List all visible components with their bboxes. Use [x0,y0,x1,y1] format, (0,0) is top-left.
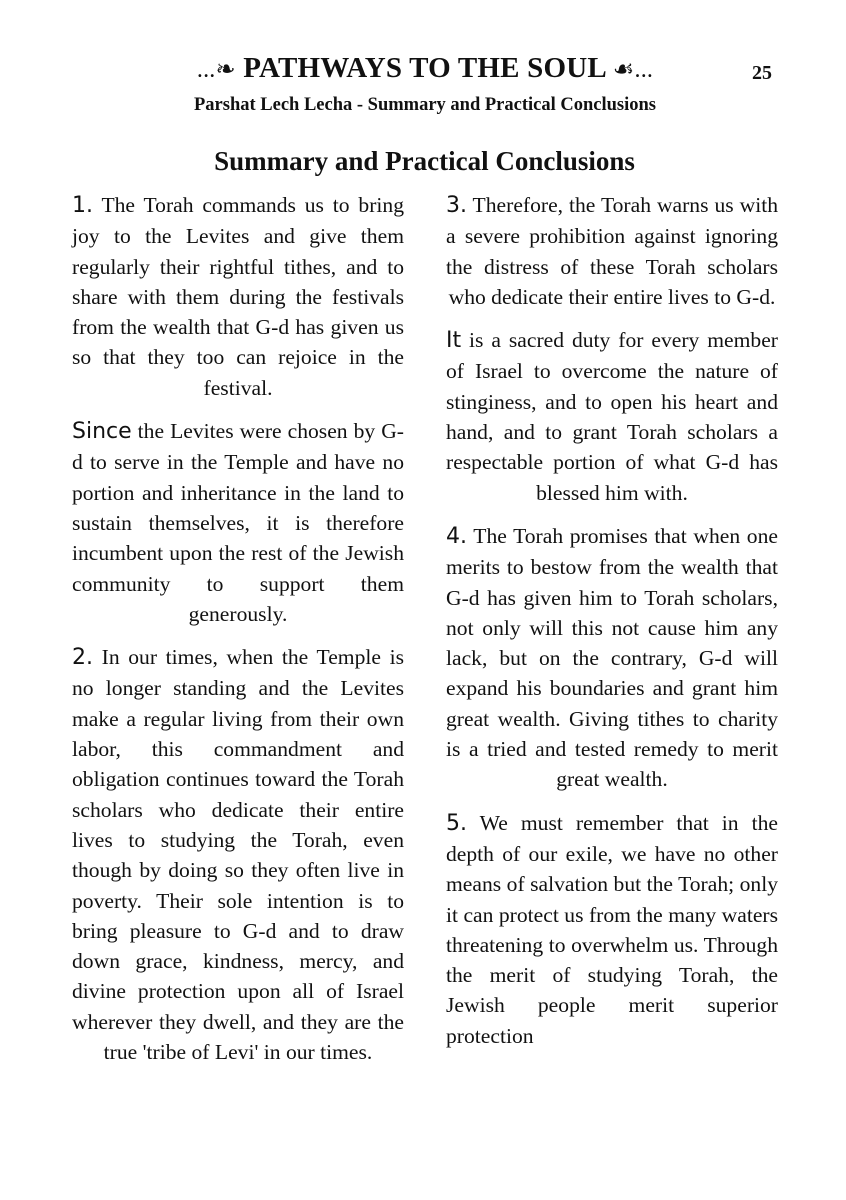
paragraph-lead: 4. [446,523,467,549]
right-column [446,190,778,1064]
paragraph-lead: 1. [72,193,93,218]
paragraph-text: In our times, when the Temple is no longer standing and the Levites make a regular living from their own labor, this commandment and obligation continues toward the Torah scholars who dedicate their entire lives to studying the Torah, even though by doing so they often live in poverty. Their sole intention is to bring pleasure to G-d and to draw down grace, kindness, mercy, and divine protection upon all of Israel wherever they dwell, and they are the true 'tribe of Levi' in our times. [72,645,404,1065]
paragraph-text: Therefore, the Torah warns us with a severe prohibition against ignoring the distress of these Torah scholars who dedicate their entire lives to G-d. [446,193,778,309]
ornament-right-icon: ☙... [612,57,654,83]
paragraph-text: the Levites were chosen by G-d to serve in the Temple and have no portion and inheritance in the land to sustain themselves, it is therefore incumbent upon the rest of the Jewish community to support them generously. [72,419,404,626]
ornament-left-icon: ...❧ [196,57,236,83]
paragraph [446,190,778,312]
section-title: Summary and Practical Conclusions [214,146,635,176]
paragraph-lead: 5. [446,810,467,836]
running-header [130,52,720,85]
paragraph [72,190,404,403]
paragraph-text: We must remember that in the depth of our exile, we have no other means of salvation but the Torah; only it can protect us from the many waters threatening to overwhelm us. Through the merit of studying Torah, the Jewish people merit superior protection [446,810,778,1048]
paragraph-lead: 3. [446,193,467,218]
paragraph-text: The Torah promises that when one merits to bestow from the wealth that G-d has given him to Torah scholars, not only will this not cause him any lack, but on the contrary, G-d will expand his boundaries and grant him great wealth. Giving tithes to charity is a tried and tested remedy to merit great wealth. [446,523,778,792]
paragraph-lead: It [446,328,462,354]
paragraph-text: The Torah commands us to bring joy to the Levites and give them regularly their rightful tithes, and to share with them during the festivals from the wealth that G-d has given us so that they too can rejoice in the festival. [72,193,404,400]
paragraph [446,521,778,795]
paragraph-lead: Since [72,419,132,445]
paragraph [446,808,778,1051]
running-title: PATHWAYS TO THE SOUL [243,52,606,84]
paragraph [72,642,404,1067]
page-number: 25 [752,62,772,84]
chapter-subtitle: Parshat Lech Lecha - Summary and Practical Conclusions [194,95,656,115]
paragraph-text: is a sacred duty for every member of Israel to overcome the nature of stinginess, and to open his heart and hand, and to grant Torah scholars a respectable portion of what G-d has blessed him with. [446,328,778,505]
left-column [72,190,404,1080]
paragraph-lead: 2. [72,645,93,671]
paragraph [72,416,404,629]
paragraph [446,325,778,508]
